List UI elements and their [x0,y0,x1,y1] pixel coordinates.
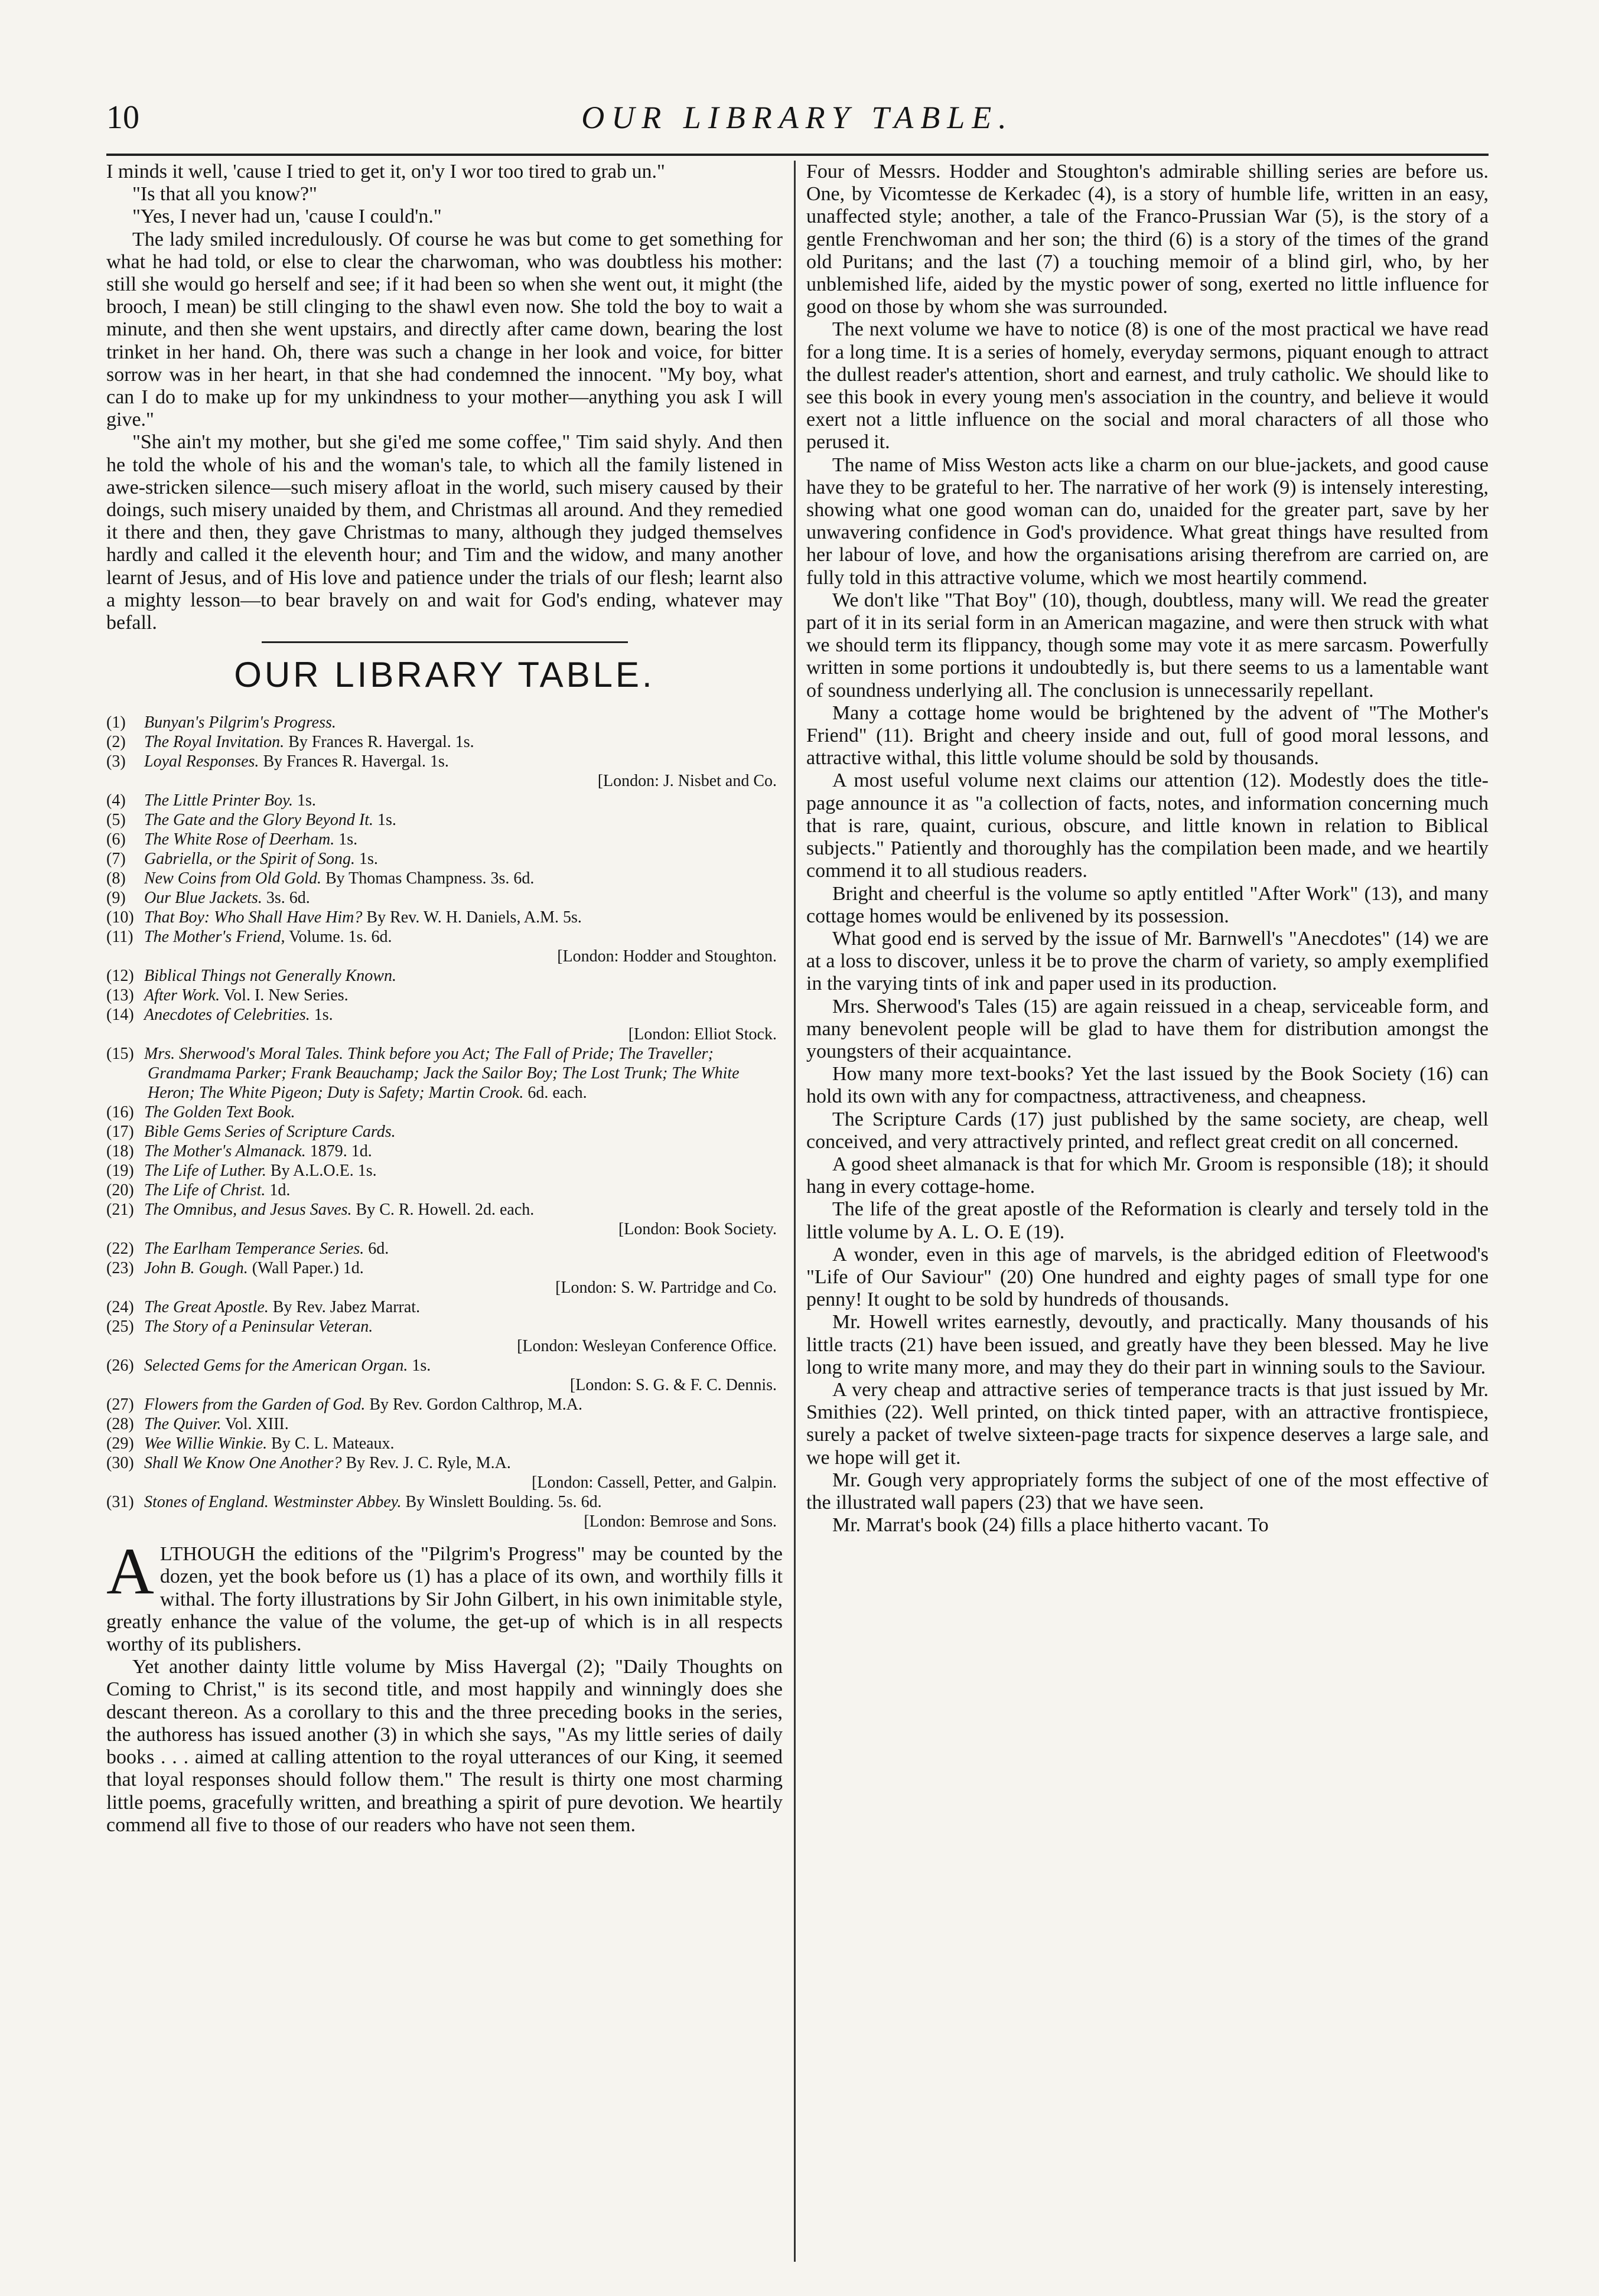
book-entry [106,1317,783,1336]
story-paragraph: The lady smiled incredulously. Of course he was but come to get something for what he had told, or else to clear the charwoman, who was doubtless his mother: still she would go herself and see; if it had been so when she went out, it might (the brooch, I mean) be still clinging to the shawl even now. She told the boy to wait a minute, and then she went upstairs, and directly after came down, bearing the lost trinket in her hand. Oh, there was such a change in her look and voice, for bitter sorrow was in her heart, in that she had condemned the innocent. "My boy, what can I do to make up for my unkindness to your mother—anything you ask I will give." [106,228,783,431]
book-title: The Royal Invitation. [144,733,285,752]
book-number: (6) [106,830,126,849]
book-entry [106,1434,783,1453]
right-column [806,161,1489,2262]
review-paragraph: Mr. Marrat's book (24) fills a place hitherto vacant. To [832,1514,1269,1537]
review-intro-text: LTHOUGH the editions of the "Pilgrim's Progress" may be counted by the dozen, yet the book before us (1) has a place of its own, and worthily fills it withal. The forty illustrations by Sir John Gilbert, in his own inimitable style, greatly enhance the value of the volume, the get-up of which is in all respects worthy of its publishers. [106,1543,783,1656]
book-number: (24) [106,1298,134,1317]
book-number: (11) [106,928,133,947]
story-paragraph: "She ain't my mother, but she gi'ed me some coffee," Tim said shyly. And then he told the whole of his and the woman's tale, to which all the family listened in awe-stricken silence—such misery afloat in the world, such misery caused by their doings, such misery unaided by them, and Christmas all around. And they remedied it there and then, they gave Christmas to many, although they judged themselves hardly and called it the eleventh hour; and Tim and the widow, and many another learnt of Jesus, and of His love and patience under the trials of our flesh; learnt also a mighty lesson—to bear bravely on and wait for God's ending, whatever may befall. [106,431,783,634]
review-paragraph: Yet another dainty little volume by Miss Havergal (2); "Daily Thoughts on Coming to Christ," is its second title, and most happily and winningly does she descant thereon. As a corollary to this and the three preceding books in the series, the authoress has issued another (3) in which she says, "As my little series of daily books . . . aimed at calling attention to the royal utterances of our King, it seemed that loyal responses should follow them." The result is thirty one most charming little poems, gracefully written, and breathing a spirit of pure devotion. We heartily commend all five to those of our readers who have not seen them. [106,1656,783,1836]
review-paragraph: The life of the great apostle of the Reformation is clearly and tersely told in the little volume by A. L. O. E (19). [806,1198,1489,1243]
book-entry [106,1044,783,1103]
review-paragraph: We don't like "That Boy" (10), though, doubtless, many will. We read the greater part of it in its serial form in an American magazine, and were then struck with what we should term its flippancy, though some may vote it as mere sarcasm. Powerfully written in some portions it undoubtedly is, but there seems to us a lamentable want of soundness underlying all. The conclusion is unnecessarily repellant. [806,589,1489,702]
book-title: The Gate and the Glory Beyond It. [144,811,374,830]
book-details: By Rev. W. H. Daniels, A.M. 5s. [362,908,582,927]
book-title: Loyal Responses. [144,752,259,771]
story-paragraph: "Yes, I never had un, 'cause I could'n." [132,206,442,228]
book-number: (22) [106,1240,134,1258]
book-number: (10) [106,908,134,927]
book-number: (17) [106,1123,134,1142]
review-paragraph: Four of Messrs. Hodder and Stoughton's admirable shilling series are before us. One, by Vicomtesse de Kerkadec (4), is a story of humble life, written in an easy, unaffected style; another, a tale of the Franco-Prussian War (5), is the story of a gentle Frenchwoman and her son; the third (6) is a story of the times of the grand old Puritans; and the last (7) a touching memoir of a blind girl, who, by her unblemished life, aided by the mystic power of song, exerted no little influence for good on those by whom she was surrounded. [806,161,1489,318]
book-title: Selected Gems for the American Organ. [144,1356,408,1375]
book-details: (Wall Paper.) 1d. [247,1259,364,1278]
book-entry [106,1005,783,1025]
book-number: (1) [106,713,126,732]
book-entry [106,849,783,869]
book-title: The Earlham Temperance Series. [144,1240,364,1258]
book-title: Our Blue Jackets. [144,889,262,908]
book-entry [106,830,783,849]
book-title: The Little Printer Boy. [144,791,293,810]
book-number: (19) [106,1162,134,1180]
book-title: Bible Gems Series of Scripture Cards. [144,1123,396,1142]
page-header [106,89,1489,156]
book-details: 1s. [334,830,358,849]
book-title: Anecdotes of Celebrities. [144,1006,310,1025]
book-details: By Thomas Champness. 3s. 6d. [321,869,535,888]
book-title: Flowers from the Garden of God. [144,1395,366,1414]
book-number: (12) [106,967,134,986]
book-entry [106,1161,783,1180]
book-details: By C. R. Howell. 2d. each. [351,1201,535,1219]
book-details: By Rev. Jabez Marrat. [268,1298,421,1317]
book-title: Gabriella, or the Spirit of Song. [144,850,355,869]
review-paragraph: A very cheap and attractive series of temperance tracts is that just issued by Mr. Smithies (22). Well printed, on thick tinted paper, with an attractive frontispiece, surely a packet of twelve sixteen-page tracts for sixpence deserves a large sale, and we hope will get it. [806,1378,1489,1469]
book-number: (31) [106,1493,134,1512]
review-paragraph: The next volume we have to notice (8) is one of the most practical we have read for a long time. It is a series of homely, everyday sermons, piquant enough to attract the dullest reader's attention, short and earnest, and truly catholic. We should like to see this book in every young men's association in the country, and believe it would exert not a little influence on the social and moral characters of all those who perused it. [806,318,1489,454]
review-intro [106,1535,783,1656]
drop-cap: A [106,1535,154,1609]
book-title: The Mother's Almanack. [144,1142,306,1161]
book-details: By Frances R. Havergal. 1s. [284,733,474,752]
book-details: Vol. XIII. [221,1415,289,1434]
review-paragraph: The Scripture Cards (17) just published by the same society, are cheap, well conceived, and very attractively printed, and reflect great credit on all concerned. [806,1108,1489,1153]
book-entry [106,1103,783,1122]
book-title: Mrs. Sherwood's Moral Tales. Think before you Act; The Fall of Pride; The Traveller; Grandmama Parker; Frank Beauchamp; Jack the Sailor Boy; The Lost Trunk; The White Heron; The White Pigeon; Duty is Safety; Martin Crook. [144,1045,740,1103]
story-paragraph: "Is that all you know?" [132,183,317,206]
review-paragraph: Bright and cheerful is the volume so aptly entitled "After Work" (13), and many cottage homes would be enlivened by its possession. [806,882,1489,927]
book-number: (3) [106,752,126,771]
review-paragraph: The name of Miss Weston acts like a charm on our blue-jackets, and good cause have they to be grateful to her. The narrative of her work (9) is intensely interesting, showing what one good woman can do, unaided for the greater part, save by her unwavering confidence in God's providence. What great things have resulted from her labour of love, and how the organisations arising therefrom are carried on, are fully told in this attractive volume, which we most heartily commend. [806,454,1489,589]
book-entry [106,732,783,752]
book-details: By Frances R. Havergal. 1s. [259,752,449,771]
book-entry [106,1180,783,1200]
review-paragraph: How many more text-books? Yet the last issued by the Book Society (16) can hold its own with any for compactness, attractiveness, and cheapness. [806,1063,1489,1108]
book-number: (18) [106,1142,134,1161]
publisher-line: [London: Book Society. [618,1220,777,1239]
book-number: (15) [106,1045,134,1064]
book-title: Stones of England. Westminster Abbey. [144,1493,402,1512]
book-number: (5) [106,811,126,830]
review-paragraph: What good end is served by the issue of Mr. Barnwell's "Anecdotes" (14) we are at a loss to discover, unless it be to prove the charm of variety, so amply exemplified in the varying tints of ink and paper used in its production. [806,927,1489,995]
publisher-line: [London: S. G. & F. C. Dennis. [569,1376,777,1395]
book-details: By A.L.O.E. 1s. [266,1162,377,1180]
book-title: New Coins from Old Gold. [144,869,321,888]
book-number: (9) [106,889,126,908]
book-title: The Great Apostle. [144,1298,269,1317]
book-number: (8) [106,869,126,888]
review-paragraph: Mr. Gough very appropriately forms the subject of one of the most effective of the illustrated wall papers (23) that we have seen. [806,1469,1489,1514]
column-rule [794,161,796,2262]
book-number: (4) [106,791,126,810]
story-conclusion [106,161,783,634]
book-details: 1s. [355,850,378,869]
book-details: 1s. [293,791,316,810]
book-title: Bunyan's Pilgrim's Progress. [144,713,336,732]
book-list [106,713,783,1531]
book-entry [106,713,783,732]
book-entry [106,1200,783,1219]
book-number: (16) [106,1103,134,1122]
book-details: By Rev. J. C. Ryle, M.A. [341,1454,511,1473]
book-details: By C. L. Mateaux. [267,1434,395,1453]
book-number: (25) [106,1317,134,1336]
book-title: The Omnibus, and Jesus Saves. [144,1201,352,1219]
book-number: (23) [106,1259,134,1278]
book-title: The Mother's Friend, [144,928,285,947]
book-title: The Quiver. [144,1415,222,1434]
book-entry [106,1414,783,1434]
publisher-line: [London: Elliot Stock. [628,1025,777,1044]
publisher-line: [London: S. W. Partridge and Co. [555,1279,777,1297]
book-entry [106,1142,783,1161]
book-entry [106,1356,783,1375]
book-entry [106,1395,783,1414]
book-number: (14) [106,1006,134,1025]
book-entry [106,1239,783,1258]
book-title: Shall We Know One Another? [144,1454,342,1473]
story-paragraph: I minds it well, 'cause I tried to get it, on'y I wor too tired to grab un." [106,161,665,182]
book-entry [106,810,783,830]
review-paragraph: A good sheet almanack is that for which Mr. Groom is responsible (18); it should hang in every cottage-home. [806,1153,1489,1198]
book-number: (27) [106,1395,134,1414]
book-entry [106,888,783,908]
section-title: OUR LIBRARY TABLE. [234,655,655,695]
review-paragraph: Many a cottage home would be brightened by the advent of "The Mother's Friend" (11). Bright and cheery inside and out, full of good moral lessons, and attractive withal, this little volume should be sold by thousands. [806,702,1489,769]
book-number: (28) [106,1415,134,1434]
book-title: Biblical Things not Generally Known. [144,967,396,986]
left-column [106,161,783,2262]
book-title: The Story of a Peninsular Veteran. [144,1317,373,1336]
publisher-line: [London: Cassell, Petter, and Galpin. [532,1473,777,1492]
book-entry [106,869,783,888]
book-details: By Rev. Gordon Calthrop, M.A. [365,1395,582,1414]
book-entry [106,791,783,810]
book-entry [106,1258,783,1278]
book-entry [106,1122,783,1142]
book-title: After Work. [144,986,220,1005]
book-details: 3s. 6d. [262,889,310,908]
running-title: OUR LIBRARY TABLE. [581,100,1014,135]
book-entry [106,1453,783,1473]
book-number: (29) [106,1434,134,1453]
book-entry [106,986,783,1005]
book-title: The Life of Christ. [144,1181,266,1200]
review-paragraph: Mrs. Sherwood's Tales (15) are again reissued in a cheap, serviceable form, and many benevolent people will be glad to have them for distribution amongst the youngsters of their acquaintance. [806,995,1489,1062]
book-number: (13) [106,986,134,1005]
book-number: (30) [106,1454,134,1473]
book-entry [106,966,783,986]
book-entry [106,752,783,771]
book-title: The White Rose of Deerham. [144,830,335,849]
review-paragraph: Mr. Howell writes earnestly, devoutly, and practically. Many thousands of his little tracts (21) have been issued, and greatly have they been blessed. May he live long to write many more, and may they do their part in winning souls to the Saviour. [806,1311,1489,1378]
book-details: By Winslett Boulding. 5s. 6d. [401,1493,602,1512]
book-number: (7) [106,850,126,869]
review-paragraph: A wonder, even in this age of marvels, is the abridged edition of Fleetwood's "Life of Our Saviour" (20) One hundred and eighty pages of small type for one penny! It ought to be sold by hundreds of thousands. [806,1243,1489,1311]
book-title: The Golden Text Book. [144,1103,295,1122]
book-title: John B. Gough. [144,1259,248,1278]
book-details: 6d. each. [523,1084,587,1103]
publisher-line: [London: Bemrose and Sons. [584,1512,777,1531]
book-title: The Life of Luther. [144,1162,266,1180]
book-entry [106,908,783,927]
book-number: (20) [106,1181,134,1200]
book-number: (2) [106,733,126,752]
book-details: 1s. [408,1356,431,1375]
book-details: 1d. [265,1181,291,1200]
magazine-page [106,89,1489,2262]
publisher-line: [London: Hodder and Stoughton. [557,947,777,966]
book-title: That Boy: Who Shall Have Him? [144,908,363,927]
book-number: (26) [106,1356,134,1375]
book-details: 1s. [373,811,396,830]
publisher-line: [London: J. Nisbet and Co. [597,772,777,791]
book-entry [106,927,783,947]
book-number: (21) [106,1201,134,1219]
publisher-line: [London: Wesleyan Conference Office. [517,1337,777,1356]
review-paragraph: A most useful volume next claims our attention (12). Modestly does the title-page announce it as "a collection of facts, notes, and information concerning much that is rare, quaint, curious, obscure, and little known in relation to Biblical subjects." Patiently and thoroughly has the compilation been made, and we heartily commend it to all studious readers. [806,769,1489,882]
book-entry [106,1492,783,1512]
book-details: 1879. 1d. [305,1142,372,1161]
book-details: Volume. 1s. 6d. [285,928,392,947]
book-details: Vol. I. New Series. [220,986,349,1005]
section-divider [262,641,628,643]
book-entry [106,1297,783,1317]
page-number: 10 [106,99,139,136]
text-columns [106,161,1489,2262]
book-details: 6d. [364,1240,389,1258]
book-title: Wee Willie Winkie. [144,1434,268,1453]
book-details: 1s. [310,1006,333,1025]
